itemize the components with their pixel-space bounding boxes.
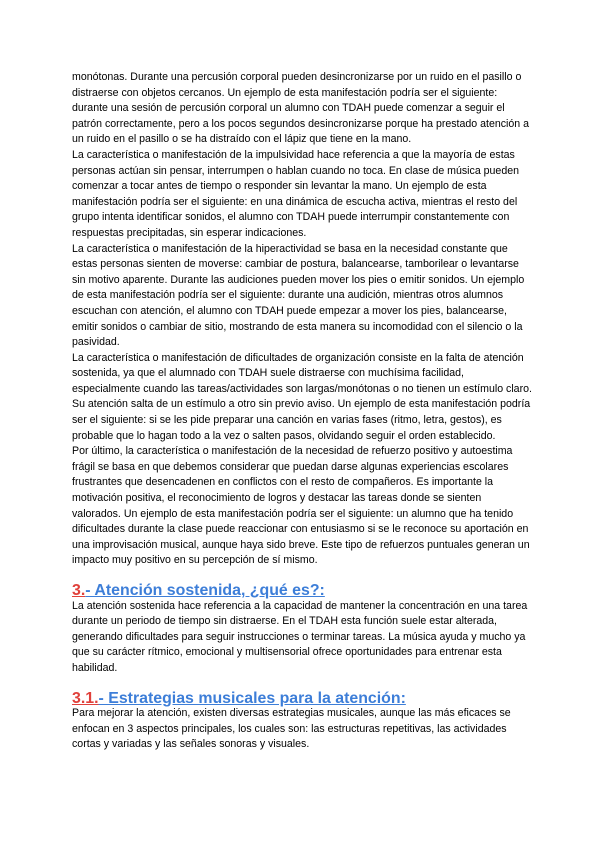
document-body <box>72 70 532 753</box>
paragraph-hyperactivity: La característica o manifestación de la hiperactividad se basa en la necesidad constante que estas personas sienten de moverse: cambiar de postura, balancearse, tamborilear o levantarse sin motivo aparente. Durante las audiciones pueden mover los pies o emitir sonidos. Un ejemplo de esta manifestación podría ser el siguiente: durante una audición, mientras otros alumnos escuchan con atención, el alumno con TDAH puede empezar a mover los pies, balancearse, emitir sonidos o cambiar de sitio, mostrando de esta manera su incomodidad con el silencio o la pasividad. <box>72 242 525 349</box>
paragraph-impulsivity: La característica o manifestación de la impulsividad hace referencia a que la mayoría de estas personas actúan sin pensar, interrumpen o hablan cuando no toca. En clase de música pueden comenzar a tocar antes de tiempo o responder sin levantar la mano. Un ejemplo de esta manifestación podría ser el siguiente: en una dinámica de escucha activa, mientras el resto del grupo intenta identificar sonidos, el alumno con TDAH puede interrumpir constantemente con respuestas precipitadas, sin esperar indicaciones. <box>72 148 520 239</box>
section-3-paragraph: La atención sostenida hace referencia a la capacidad de mantener la concentración en una tarea durante un periodo de tiempo sin distraerse. En el TDAH esta función suele estar alterada, generando dificultades para seguir instrucciones o terminar tareas. La música ayuda y mucho ya que su carácter rítmico, emocional y multisensorial ofrece oportunidades para entrenar esta habilidad. <box>72 599 528 674</box>
paragraph-organization: La característica o manifestación de dificultades de organización consiste en la falta de atención sostenida, ya que el alumnado con TDAH suele distraerse con muchísima facilidad, especialmente cuando las tareas/actividades son largas/monótonas o no tienen un estímulo claro. Su atención salta de un estímulo a otro sin previo aviso. Un ejemplo de esta manifestación podría ser el siguiente: si se les pide preparar una canción en varias fases (ritmo, letra, gestos), es probable que lo hagan todo a la vez o salten pasos, olvidando seguir el orden establecido. <box>72 351 532 442</box>
paragraph-positive-reinforcement: Por último, la característica o manifestación de la necesidad de refuerzo positivo y autoestima frágil se basa en que debemos considerar que puedan darse algunas experiencias escolares frustrantes que desencadenen en conflictos con el resto de compañeros. Es importante la motivación positiva, el reconocimiento de logros y destacar las tareas donde se sienten valorados. Un ejemplo de esta manifestación podría ser el siguiente: un alumno que ha tenido dificultades durante la clase puede reaccionar con entusiasmo si se le reconoce su aportación en una improvisación musical, aunque haya sido breve. Este tipo de refuerzos puntuales generan un impacto muy positivo en su percepción de sí mismo. <box>72 445 530 567</box>
section-3-title: - Atención sostenida, ¿qué es?: <box>85 582 325 599</box>
section-3-1-paragraph: Para mejorar la atención, existen diversas estrategias musicales, aunque las más eficaces se enfocan en 3 aspectos principales, los cuales son: las estructuras repetitivas, las actividades cortas y variadas y las señales sonoras y visuales. <box>72 707 511 751</box>
section-3-1-title: - Estrategias musicales para la atención: <box>98 689 406 707</box>
section-3-heading <box>72 583 532 599</box>
section-3-number: 3. <box>72 582 86 599</box>
section-3-1-number: 3.1. <box>72 689 99 707</box>
section-3-1-heading <box>72 691 532 707</box>
paragraph-attention-example: monótonas. Durante una percusión corporal pueden desincronizarse por un ruido en el pasillo o distraerse con objetos cercanos. Un ejemplo de esta manifestación podría ser el siguiente: durante una sesión de percusión corporal un alumno con TDAH puede comenzar a seguir el patrón correctamente, pero a los pocos segundos desincronizarse porque ha prestado atención a un ruido en el pasillo o se ha distraído con el lápiz que tiene en la mano. <box>72 71 529 146</box>
